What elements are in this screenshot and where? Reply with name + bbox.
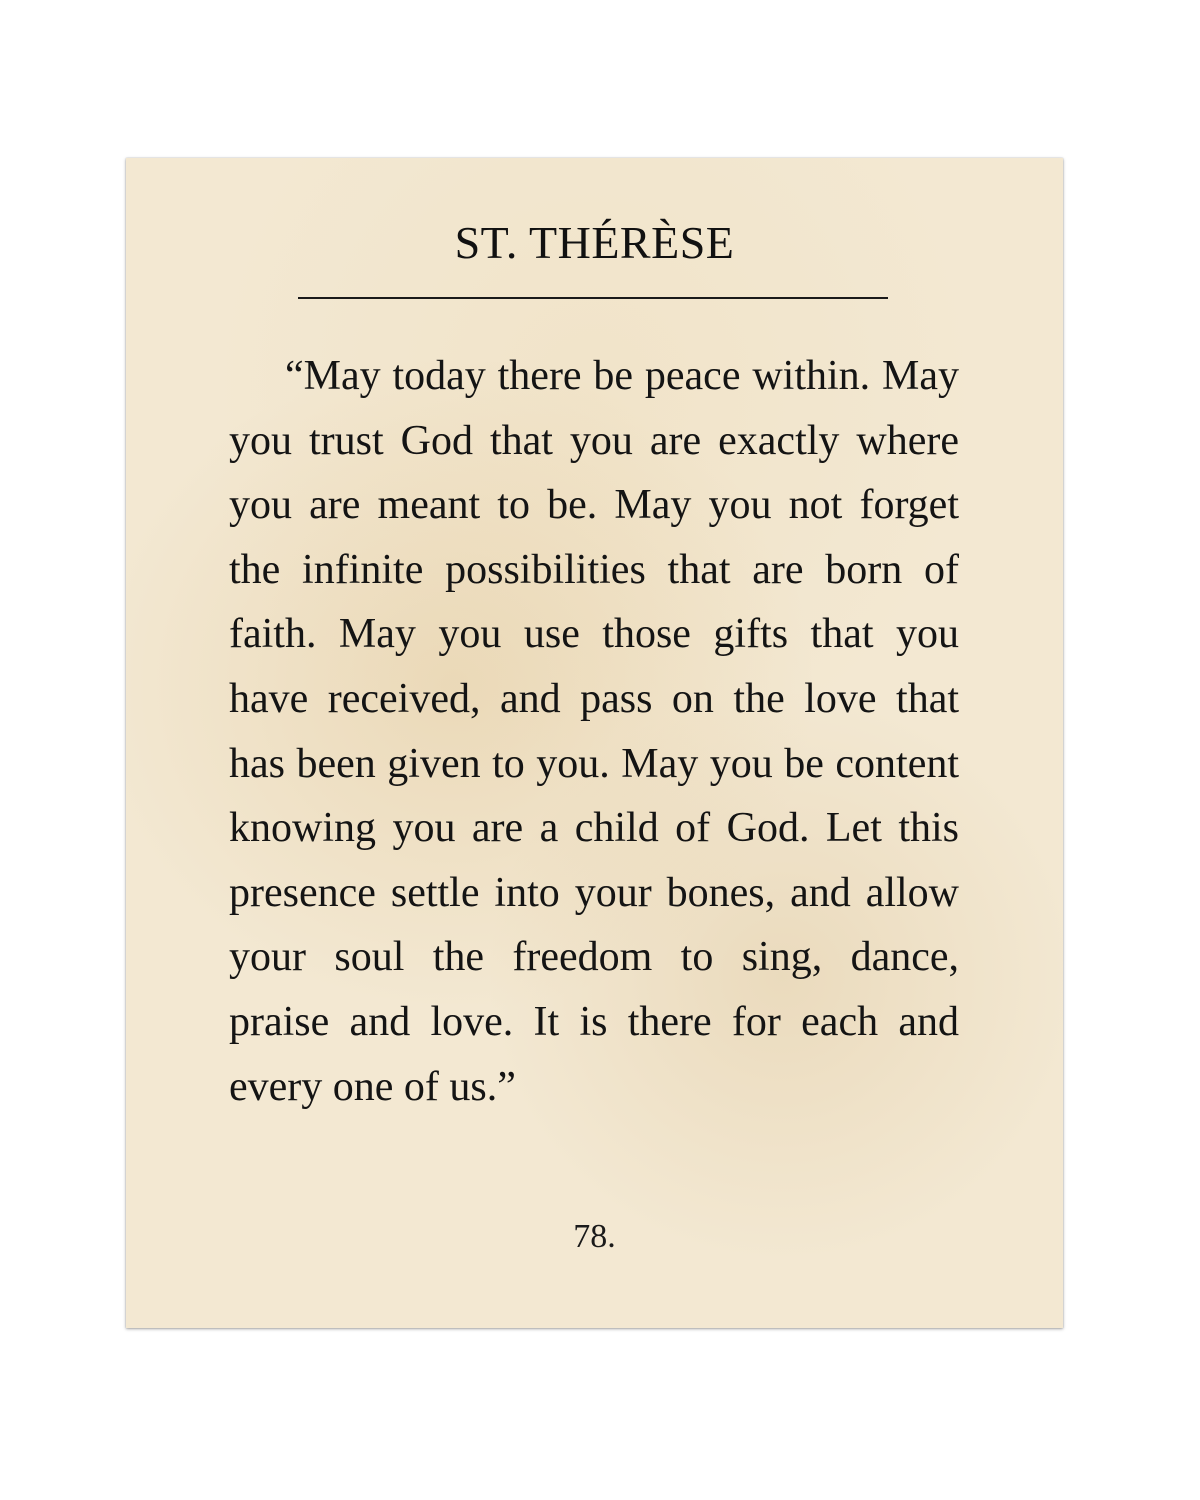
page-number: 78.: [573, 1218, 616, 1255]
quote-text: “May today there be peace within. May you trust God that you are exactly where you are meant to be. May you not forget the infinite possibilities that are born of faith. May you use those gifts that you have received, and pass on the love that has been given to you. May you be content knowing you are a child of God. Let this presence settle into your bones, and allow your soul the freedom to sing, dance, praise and love. It is there for each and every one of us.”: [229, 353, 959, 1110]
title-divider: [298, 297, 888, 299]
page-title: ST. THÉRÈSE: [454, 217, 735, 268]
book-page-print: [126, 158, 1063, 1328]
